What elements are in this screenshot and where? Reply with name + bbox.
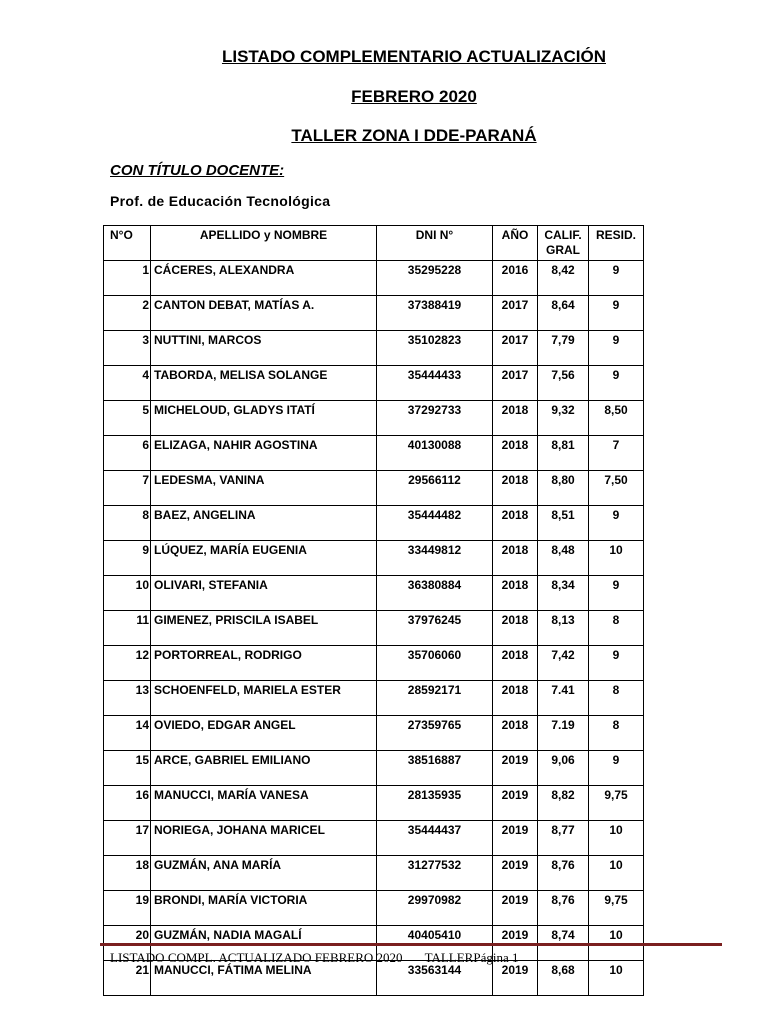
cell-name: LEDESMA, VANINA <box>151 471 377 506</box>
cell-year: 2018 <box>493 716 538 751</box>
cell-name: SCHOENFELD, MARIELA ESTER <box>151 681 377 716</box>
table-row <box>104 821 644 856</box>
page-footer <box>110 950 518 966</box>
cell-residence: 9 <box>589 751 644 786</box>
table-row <box>104 261 644 296</box>
cell-dni: 35444437 <box>377 821 493 856</box>
cell-year: 2019 <box>493 856 538 891</box>
cell-dni: 37388419 <box>377 296 493 331</box>
cell-residence: 9 <box>589 261 644 296</box>
cell-dni: 35295228 <box>377 261 493 296</box>
cell-number: 18 <box>104 856 151 891</box>
cell-grade: 8,74 <box>538 926 589 961</box>
cell-residence: 10 <box>589 961 644 996</box>
cell-year: 2018 <box>493 646 538 681</box>
cell-residence: 8 <box>589 681 644 716</box>
table-row <box>104 366 644 401</box>
cell-dni: 36380884 <box>377 576 493 611</box>
cell-name: PORTORREAL, RODRIGO <box>151 646 377 681</box>
cell-name: CÁCERES, ALEXANDRA <box>151 261 377 296</box>
cell-name: GUZMÁN, ANA MARÍA <box>151 856 377 891</box>
cell-dni: 33563144 <box>377 961 493 996</box>
cell-number: 11 <box>104 611 151 646</box>
table-header-row <box>104 226 644 261</box>
cell-name: OVIEDO, EDGAR ANGEL <box>151 716 377 751</box>
col-header-year: AÑO <box>493 226 538 261</box>
cell-year: 2019 <box>493 786 538 821</box>
cell-year: 2018 <box>493 541 538 576</box>
cell-year: 2017 <box>493 366 538 401</box>
cell-grade: 8,81 <box>538 436 589 471</box>
cell-name: NUTTINI, MARCOS <box>151 331 377 366</box>
cell-grade: 7.41 <box>538 681 589 716</box>
cell-number: 8 <box>104 506 151 541</box>
cell-grade: 8,77 <box>538 821 589 856</box>
cell-grade: 8,51 <box>538 506 589 541</box>
cell-number: 6 <box>104 436 151 471</box>
cell-residence: 9,75 <box>589 891 644 926</box>
cell-grade: 7,42 <box>538 646 589 681</box>
cell-name: BAEZ, ANGELINA <box>151 506 377 541</box>
cell-name: MANUCCI, FÁTIMA MELINA <box>151 961 377 996</box>
cell-grade: 8,68 <box>538 961 589 996</box>
table-row <box>104 856 644 891</box>
col-header-residence: RESID. <box>589 226 644 261</box>
cell-name: BRONDI, MARÍA VICTORIA <box>151 891 377 926</box>
cell-number: 7 <box>104 471 151 506</box>
document-date-title: FEBRERO 2020 <box>351 87 477 106</box>
cell-year: 2018 <box>493 401 538 436</box>
cell-grade: 9,32 <box>538 401 589 436</box>
col-header-dni: DNI N° <box>377 226 493 261</box>
cell-residence: 10 <box>589 856 644 891</box>
table-row <box>104 716 644 751</box>
cell-dni: 40130088 <box>377 436 493 471</box>
cell-dni: 40405410 <box>377 926 493 961</box>
cell-residence: 9 <box>589 366 644 401</box>
subject-heading: Prof. de Educación Tecnológica <box>110 193 331 209</box>
cell-year: 2019 <box>493 961 538 996</box>
cell-grade: 8,34 <box>538 576 589 611</box>
cell-year: 2019 <box>493 751 538 786</box>
cell-year: 2019 <box>493 926 538 961</box>
cell-residence: 8 <box>589 716 644 751</box>
cell-number: 10 <box>104 576 151 611</box>
cell-year: 2018 <box>493 471 538 506</box>
cell-name: ARCE, GABRIEL EMILIANO <box>151 751 377 786</box>
cell-grade: 8,64 <box>538 296 589 331</box>
cell-name: ELIZAGA, NAHIR AGOSTINA <box>151 436 377 471</box>
cell-year: 2017 <box>493 296 538 331</box>
table-row <box>104 751 644 786</box>
table-row <box>104 681 644 716</box>
cell-year: 2018 <box>493 506 538 541</box>
cell-grade: 8,42 <box>538 261 589 296</box>
cell-residence: 10 <box>589 926 644 961</box>
document-title: LISTADO COMPLEMENTARIO ACTUALIZACIÓN <box>221 47 607 66</box>
cell-dni: 38516887 <box>377 751 493 786</box>
table-row <box>104 576 644 611</box>
cell-grade: 8,82 <box>538 786 589 821</box>
cell-name: LÚQUEZ, MARÍA EUGENIA <box>151 541 377 576</box>
cell-dni: 37292733 <box>377 401 493 436</box>
cell-residence: 10 <box>589 541 644 576</box>
cell-number: 19 <box>104 891 151 926</box>
cell-year: 2019 <box>493 891 538 926</box>
cell-number: 4 <box>104 366 151 401</box>
col-header-number: N°O <box>104 226 151 261</box>
cell-name: CANTON DEBAT, MATÍAS A. <box>151 296 377 331</box>
cell-dni: 35706060 <box>377 646 493 681</box>
cell-grade: 8,13 <box>538 611 589 646</box>
cell-residence: 7,50 <box>589 471 644 506</box>
footer-left-text: LISTADO COMPL. ACTUALIZADO FEBRERO 2020 <box>110 950 403 965</box>
cell-year: 2018 <box>493 436 538 471</box>
section-heading: CON TÍTULO DOCENTE: <box>110 162 285 179</box>
cell-residence: 10 <box>589 821 644 856</box>
table-row <box>104 401 644 436</box>
cell-name: NORIEGA, JOHANA MARICEL <box>151 821 377 856</box>
cell-number: 20 <box>104 926 151 961</box>
table-row <box>104 541 644 576</box>
cell-dni: 35444482 <box>377 506 493 541</box>
cell-name: TABORDA, MELISA SOLANGE <box>151 366 377 401</box>
cell-number: 5 <box>104 401 151 436</box>
cell-number: 12 <box>104 646 151 681</box>
cell-grade: 7,56 <box>538 366 589 401</box>
col-header-name: APELLIDO y NOMBRE <box>151 226 377 261</box>
cell-dni: 35444433 <box>377 366 493 401</box>
cell-year: 2018 <box>493 576 538 611</box>
cell-dni: 31277532 <box>377 856 493 891</box>
cell-number: 9 <box>104 541 151 576</box>
cell-number: 13 <box>104 681 151 716</box>
document-zone-title: TALLER ZONA I DDE-PARANÁ <box>291 126 537 145</box>
cell-residence: 9,75 <box>589 786 644 821</box>
cell-name: MICHELOUD, GLADYS ITATÍ <box>151 401 377 436</box>
cell-year: 2018 <box>493 681 538 716</box>
cell-number: 21 <box>104 961 151 996</box>
col-header-grade: CALIF. GRAL <box>538 226 589 261</box>
cell-grade: 7.19 <box>538 716 589 751</box>
cell-number: 16 <box>104 786 151 821</box>
cell-dni: 37976245 <box>377 611 493 646</box>
cell-grade: 8,48 <box>538 541 589 576</box>
cell-dni: 35102823 <box>377 331 493 366</box>
cell-residence: 8,50 <box>589 401 644 436</box>
cell-grade: 7,79 <box>538 331 589 366</box>
table-row <box>104 296 644 331</box>
cell-year: 2017 <box>493 331 538 366</box>
cell-residence: 9 <box>589 331 644 366</box>
cell-dni: 28592171 <box>377 681 493 716</box>
table-row <box>104 611 644 646</box>
footer-rule <box>100 943 722 946</box>
cell-residence: 8 <box>589 611 644 646</box>
cell-name: MANUCCI, MARÍA VANESA <box>151 786 377 821</box>
cell-grade: 8,80 <box>538 471 589 506</box>
cell-number: 15 <box>104 751 151 786</box>
table-row <box>104 506 644 541</box>
cell-dni: 28135935 <box>377 786 493 821</box>
cell-year: 2016 <box>493 261 538 296</box>
ranking-table <box>103 225 644 996</box>
table-row <box>104 646 644 681</box>
cell-number: 3 <box>104 331 151 366</box>
cell-dni: 33449812 <box>377 541 493 576</box>
cell-name: GUZMÁN, NADIA MAGALÍ <box>151 926 377 961</box>
cell-year: 2019 <box>493 821 538 856</box>
cell-residence: 7 <box>589 436 644 471</box>
table-body <box>104 261 644 996</box>
cell-residence: 9 <box>589 646 644 681</box>
cell-name: GIMENEZ, PRISCILA ISABEL <box>151 611 377 646</box>
cell-number: 14 <box>104 716 151 751</box>
cell-residence: 9 <box>589 296 644 331</box>
table-row <box>104 436 644 471</box>
cell-dni: 29970982 <box>377 891 493 926</box>
cell-number: 2 <box>104 296 151 331</box>
cell-dni: 27359765 <box>377 716 493 751</box>
cell-number: 17 <box>104 821 151 856</box>
table-row <box>104 471 644 506</box>
cell-dni: 29566112 <box>377 471 493 506</box>
table-row <box>104 891 644 926</box>
cell-grade: 8,76 <box>538 891 589 926</box>
cell-residence: 9 <box>589 576 644 611</box>
cell-name: OLIVARI, STEFANIA <box>151 576 377 611</box>
cell-year: 2018 <box>493 611 538 646</box>
footer-page-number: TALLERPágina 1 <box>424 950 519 965</box>
cell-grade: 8,76 <box>538 856 589 891</box>
cell-residence: 9 <box>589 506 644 541</box>
table-row <box>104 786 644 821</box>
cell-number: 1 <box>104 261 151 296</box>
table-row <box>104 331 644 366</box>
cell-grade: 9,06 <box>538 751 589 786</box>
